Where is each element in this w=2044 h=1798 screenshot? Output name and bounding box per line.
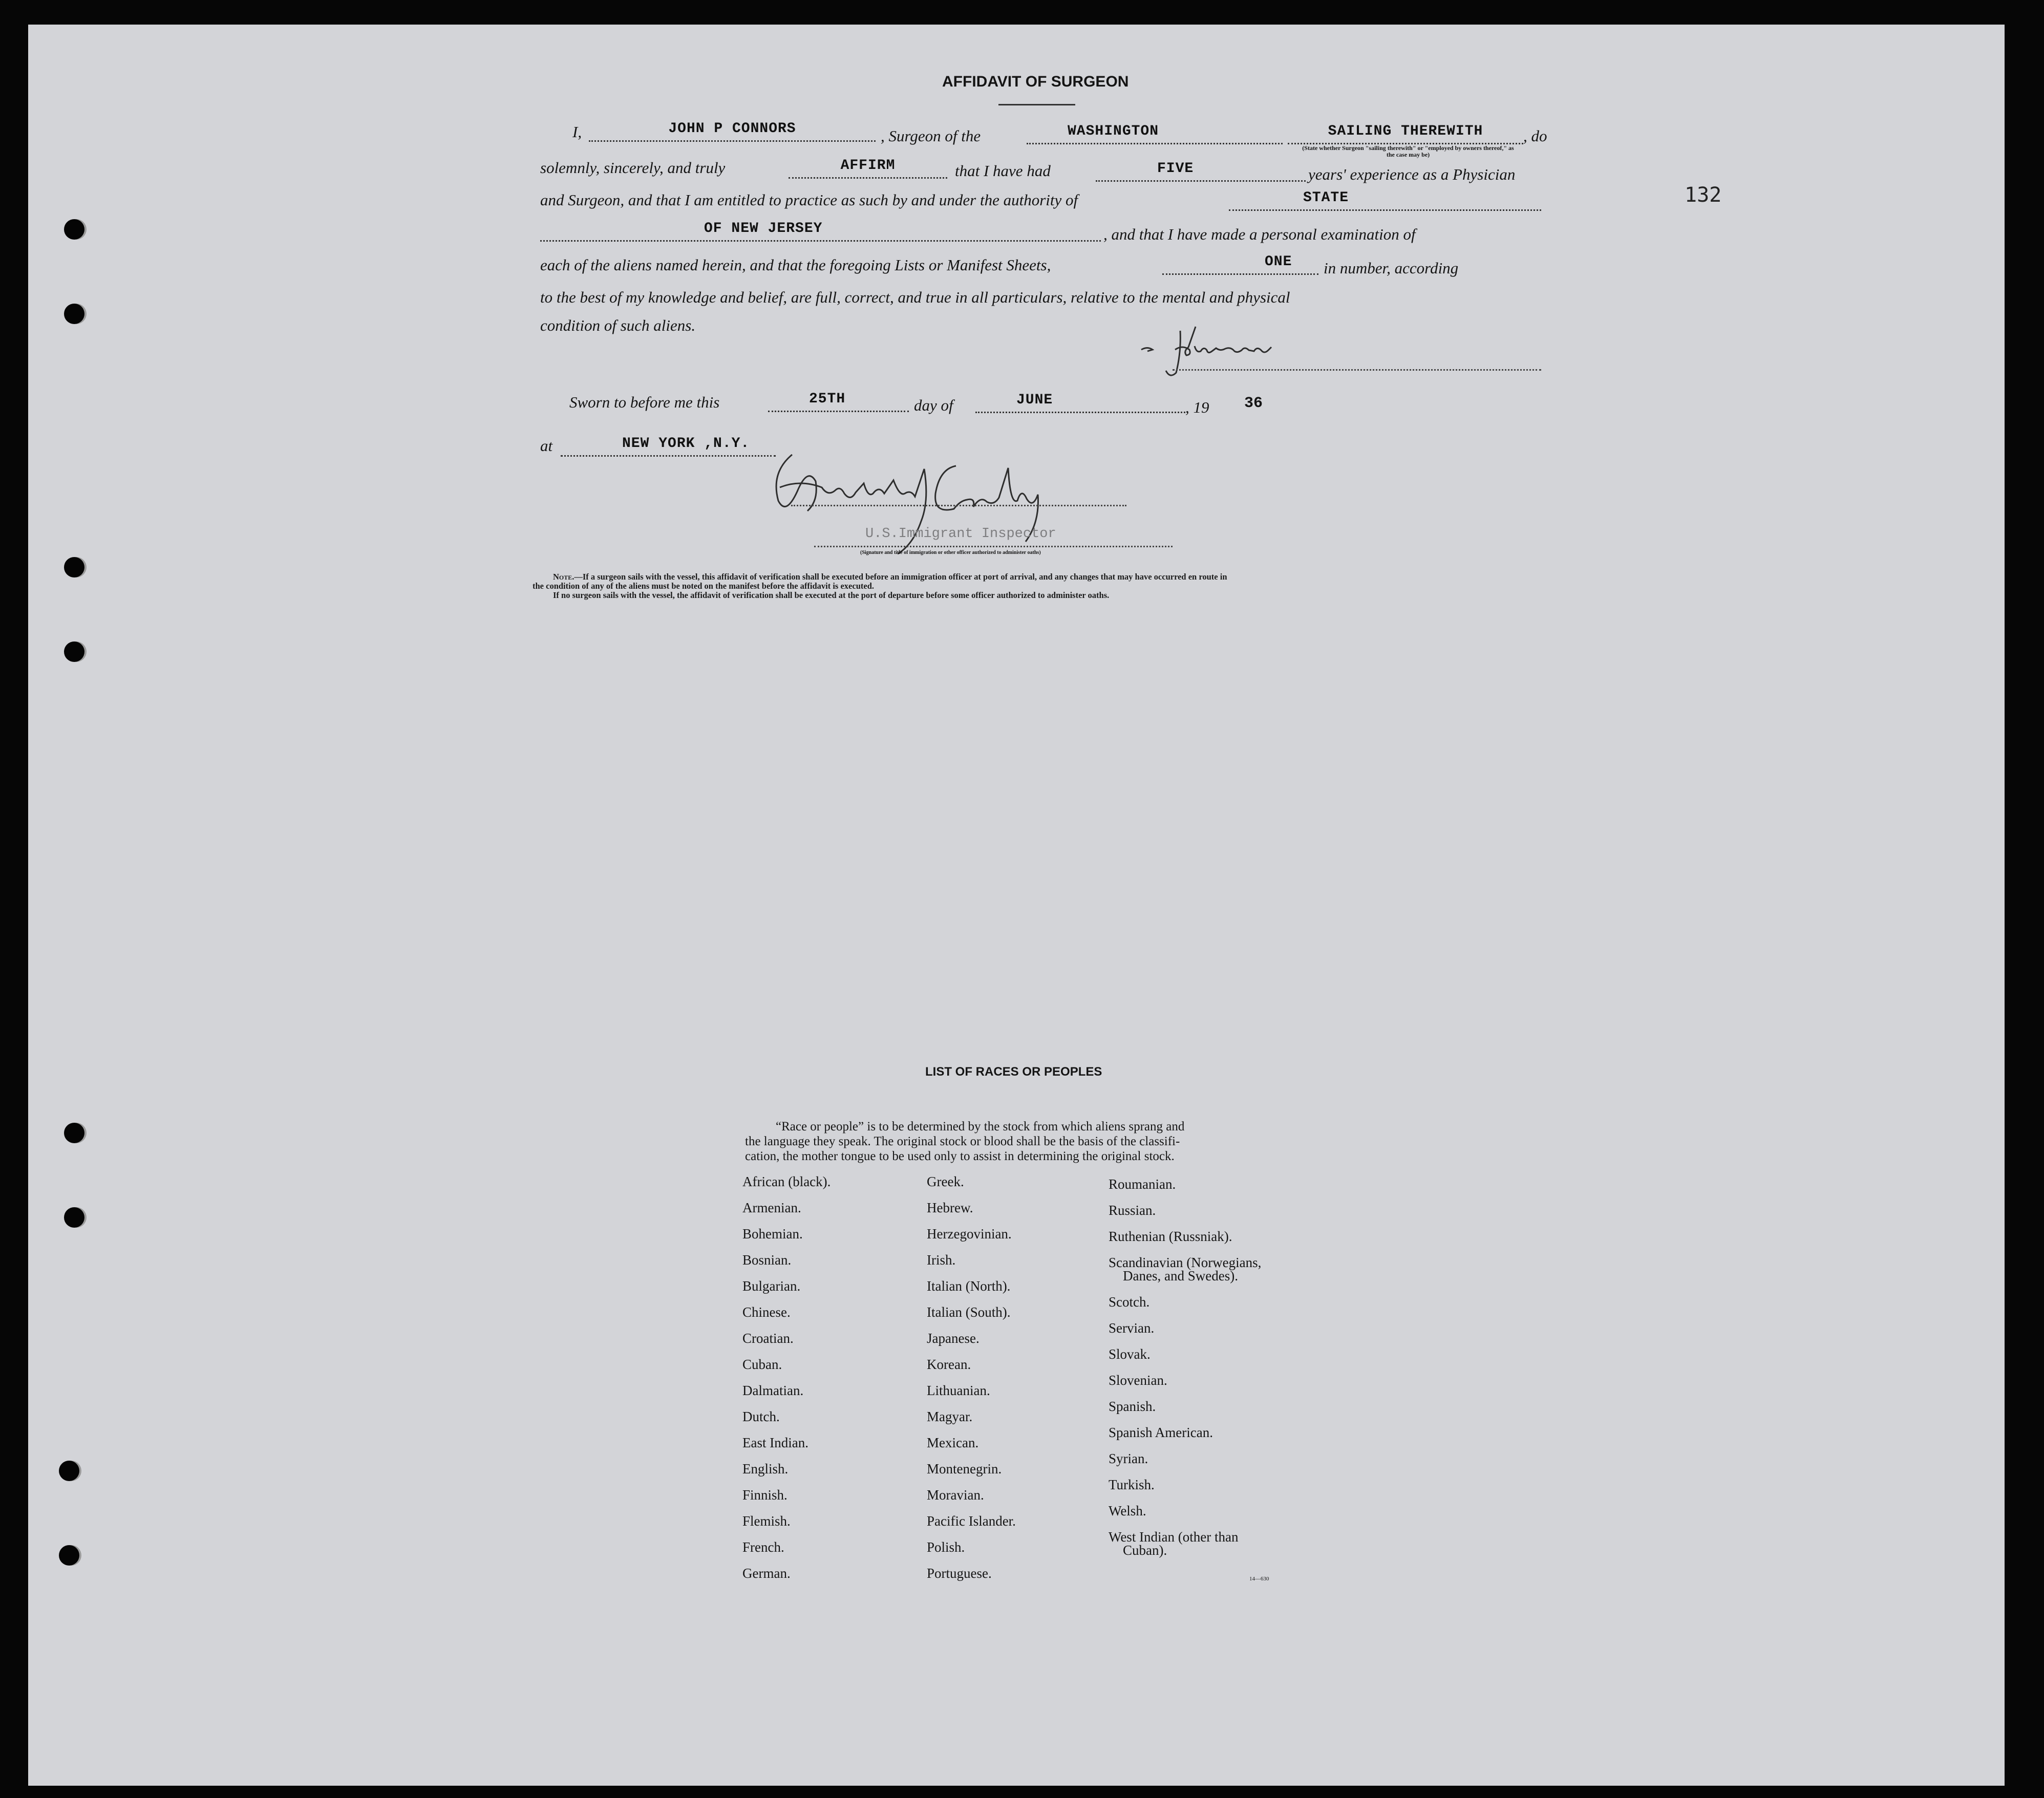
affidavit-text: , and that I have made a personal examination of xyxy=(1103,225,1416,243)
race-item: Cuban). xyxy=(1123,1543,1167,1558)
race-item: Armenian. xyxy=(742,1200,801,1215)
race-item: Italian (North). xyxy=(927,1278,1011,1294)
binder-hole xyxy=(59,1461,79,1481)
race-item: Lithuanian. xyxy=(927,1383,990,1398)
race-item: German. xyxy=(742,1566,791,1581)
race-item: Roumanian. xyxy=(1109,1176,1176,1192)
race-item: Slovenian. xyxy=(1109,1373,1167,1388)
authority-value-1: STATE xyxy=(1303,190,1349,206)
race-item: Spanish American. xyxy=(1109,1425,1213,1440)
race-item: Russian. xyxy=(1109,1203,1156,1218)
race-item: Cuban. xyxy=(742,1357,782,1372)
document-page xyxy=(28,25,2005,1786)
races-title: LIST OF RACES OR PEOPLES xyxy=(925,1065,1102,1079)
race-item: Welsh. xyxy=(1109,1503,1146,1518)
oath-field xyxy=(789,159,947,179)
binder-hole xyxy=(59,1545,79,1566)
official-title-stamp: U.S.Immigrant Inspector xyxy=(865,526,1056,542)
authority-value-2: OF NEW JERSEY xyxy=(704,221,823,237)
race-item: Bohemian. xyxy=(742,1226,803,1242)
form-code: 14—630 xyxy=(1249,1576,1269,1582)
races-intro-line: cation, the mother tongue to be used only to assist in determining the original stock. xyxy=(745,1149,1175,1163)
sailing-status-field xyxy=(1288,124,1523,144)
sworn-text: , 19 xyxy=(1185,398,1209,416)
years-field xyxy=(1096,162,1306,182)
race-item: Italian (South). xyxy=(927,1304,1011,1320)
note-line-1: —If a surgeon sails with the vessel, this affidavit of verification shall be executed before an immigration officer at port of arrival, and any changes that may have occurred en route in xyxy=(574,572,1227,582)
race-item: Moravian. xyxy=(927,1487,984,1503)
race-item: Montenegrin. xyxy=(927,1461,1002,1476)
race-item: Finnish. xyxy=(742,1487,787,1503)
races-intro xyxy=(745,1119,1324,1164)
month-field xyxy=(975,393,1185,413)
race-item: East Indian. xyxy=(742,1435,808,1450)
race-item: Herzegovinian. xyxy=(927,1226,1012,1242)
affidavit-text: , do xyxy=(1523,127,1547,145)
race-item: Bosnian. xyxy=(742,1252,792,1268)
year-value: 36 xyxy=(1244,395,1263,412)
sailing-status-value: SAILING THEREWITH xyxy=(1328,123,1483,139)
note-line-2: the condition of any of the aliens must be noted on the manifest before the affidavit is executed. xyxy=(533,581,874,591)
race-item: Dalmatian. xyxy=(742,1383,804,1398)
races-column-2 xyxy=(927,1174,1132,1635)
page-number: 132 xyxy=(1685,183,1722,207)
sworn-text: Sworn to before me this xyxy=(569,393,720,411)
official-signature-line xyxy=(791,505,1126,506)
sworn-text: day of xyxy=(914,396,953,414)
affidavit-text: years' experience as a Physician xyxy=(1308,165,1516,183)
race-item: Chinese. xyxy=(742,1304,791,1320)
binder-hole xyxy=(64,219,84,240)
affidavit-text: condition of such aliens. xyxy=(540,316,696,334)
binder-hole xyxy=(64,304,84,324)
race-item: Pacific Islander. xyxy=(927,1513,1016,1529)
affidavit-text: in number, according xyxy=(1324,259,1459,277)
title-underline xyxy=(998,104,1075,105)
race-item: Dutch. xyxy=(742,1409,780,1424)
place-value: NEW YORK ,N.Y. xyxy=(622,436,750,452)
years-value: FIVE xyxy=(1157,161,1194,177)
day-field xyxy=(768,392,909,412)
race-item: Scandinavian (Norwegians, xyxy=(1109,1255,1262,1270)
race-item: Irish. xyxy=(927,1252,956,1268)
affidavit-text: and Surgeon, and that I am entitled to practice as such by and under the authority of xyxy=(540,191,1078,209)
note-label: Note. xyxy=(553,572,574,582)
race-item: Flemish. xyxy=(742,1513,791,1529)
place-field xyxy=(561,437,776,457)
binder-hole xyxy=(64,1207,84,1228)
races-intro-line: the language they speak. The original stock or blood shall be the basis of the classifi- xyxy=(745,1135,1180,1148)
binder-hole xyxy=(64,557,84,577)
race-item: Hebrew. xyxy=(927,1200,973,1215)
note-block xyxy=(533,572,1557,600)
race-item: Danes, and Swedes). xyxy=(1123,1268,1238,1283)
official-caption: (Signature and title of immigration or other officer authorized to administer oaths) xyxy=(860,550,1041,555)
race-item: Spanish. xyxy=(1109,1399,1156,1414)
races-column-3 xyxy=(1109,1176,1313,1637)
day-value: 25TH xyxy=(809,391,846,407)
binder-hole xyxy=(64,1123,84,1143)
race-item: Korean. xyxy=(927,1357,971,1372)
affidavit-text: each of the aliens named herein, and that the foregoing Lists or Manifest Sheets, xyxy=(540,256,1051,274)
race-item: French. xyxy=(742,1539,784,1555)
sailing-status-note: (State whether Surgeon "sailing therewith" or "employed by owners thereof," as the case may be) xyxy=(1302,144,1514,158)
oath-value: AFFIRM xyxy=(840,158,896,174)
vessel-field xyxy=(1027,124,1283,144)
affidavit-text: , Surgeon of the xyxy=(881,127,981,145)
note-line-3: If no surgeon sails with the vessel, the affidavit of verification shall be executed at the port of departure before some officer authorized to administer oaths. xyxy=(553,590,1110,600)
surgeon-name-value: JOHN P CONNORS xyxy=(668,121,796,137)
race-item: Greek. xyxy=(927,1174,964,1189)
race-item: Bulgarian. xyxy=(742,1278,801,1294)
race-item: Croatian. xyxy=(742,1331,794,1346)
surgeon-signature xyxy=(1139,322,1308,383)
race-item: Servian. xyxy=(1109,1320,1155,1336)
vessel-value: WASHINGTON xyxy=(1068,123,1159,139)
surgeon-name-field xyxy=(589,122,876,142)
race-item: West Indian (other than xyxy=(1109,1529,1239,1545)
race-item: Portuguese. xyxy=(927,1566,992,1581)
authority-field-2 xyxy=(540,222,1101,242)
affidavit-title: AFFIDAVIT OF SURGEON xyxy=(942,73,1129,90)
sworn-text: at xyxy=(540,437,553,455)
race-item: Japanese. xyxy=(927,1331,980,1346)
race-item: Mexican. xyxy=(927,1435,979,1450)
sheets-value: ONE xyxy=(1265,254,1292,270)
race-item: Slovak. xyxy=(1109,1346,1151,1362)
race-item: African (black). xyxy=(742,1174,831,1189)
race-item: Polish. xyxy=(927,1539,965,1555)
sheets-field xyxy=(1162,255,1318,275)
race-item: Turkish. xyxy=(1109,1477,1155,1492)
affidavit-text: I, xyxy=(572,123,582,141)
affidavit-text: to the best of my knowledge and belief, are full, correct, and true in all particulars, relative to the mental and physical xyxy=(540,288,1290,306)
authority-field-1 xyxy=(1229,191,1541,211)
official-title-line xyxy=(814,546,1173,547)
race-item: English. xyxy=(742,1461,789,1476)
races-column-1 xyxy=(742,1174,947,1635)
race-item: Ruthenian (Russniak). xyxy=(1109,1229,1232,1244)
race-item: Scotch. xyxy=(1109,1294,1150,1310)
surgeon-signature-line xyxy=(1173,369,1541,371)
month-value: JUNE xyxy=(1016,392,1053,408)
binder-hole xyxy=(64,641,84,662)
races-intro-line: “Race or people” is to be determined by the stock from which aliens sprang and xyxy=(776,1120,1185,1133)
affidavit-text: solemnly, sincerely, and truly xyxy=(540,159,726,177)
race-item: Magyar. xyxy=(927,1409,973,1424)
race-item: Syrian. xyxy=(1109,1451,1148,1466)
affidavit-text: that I have had xyxy=(955,162,1051,180)
